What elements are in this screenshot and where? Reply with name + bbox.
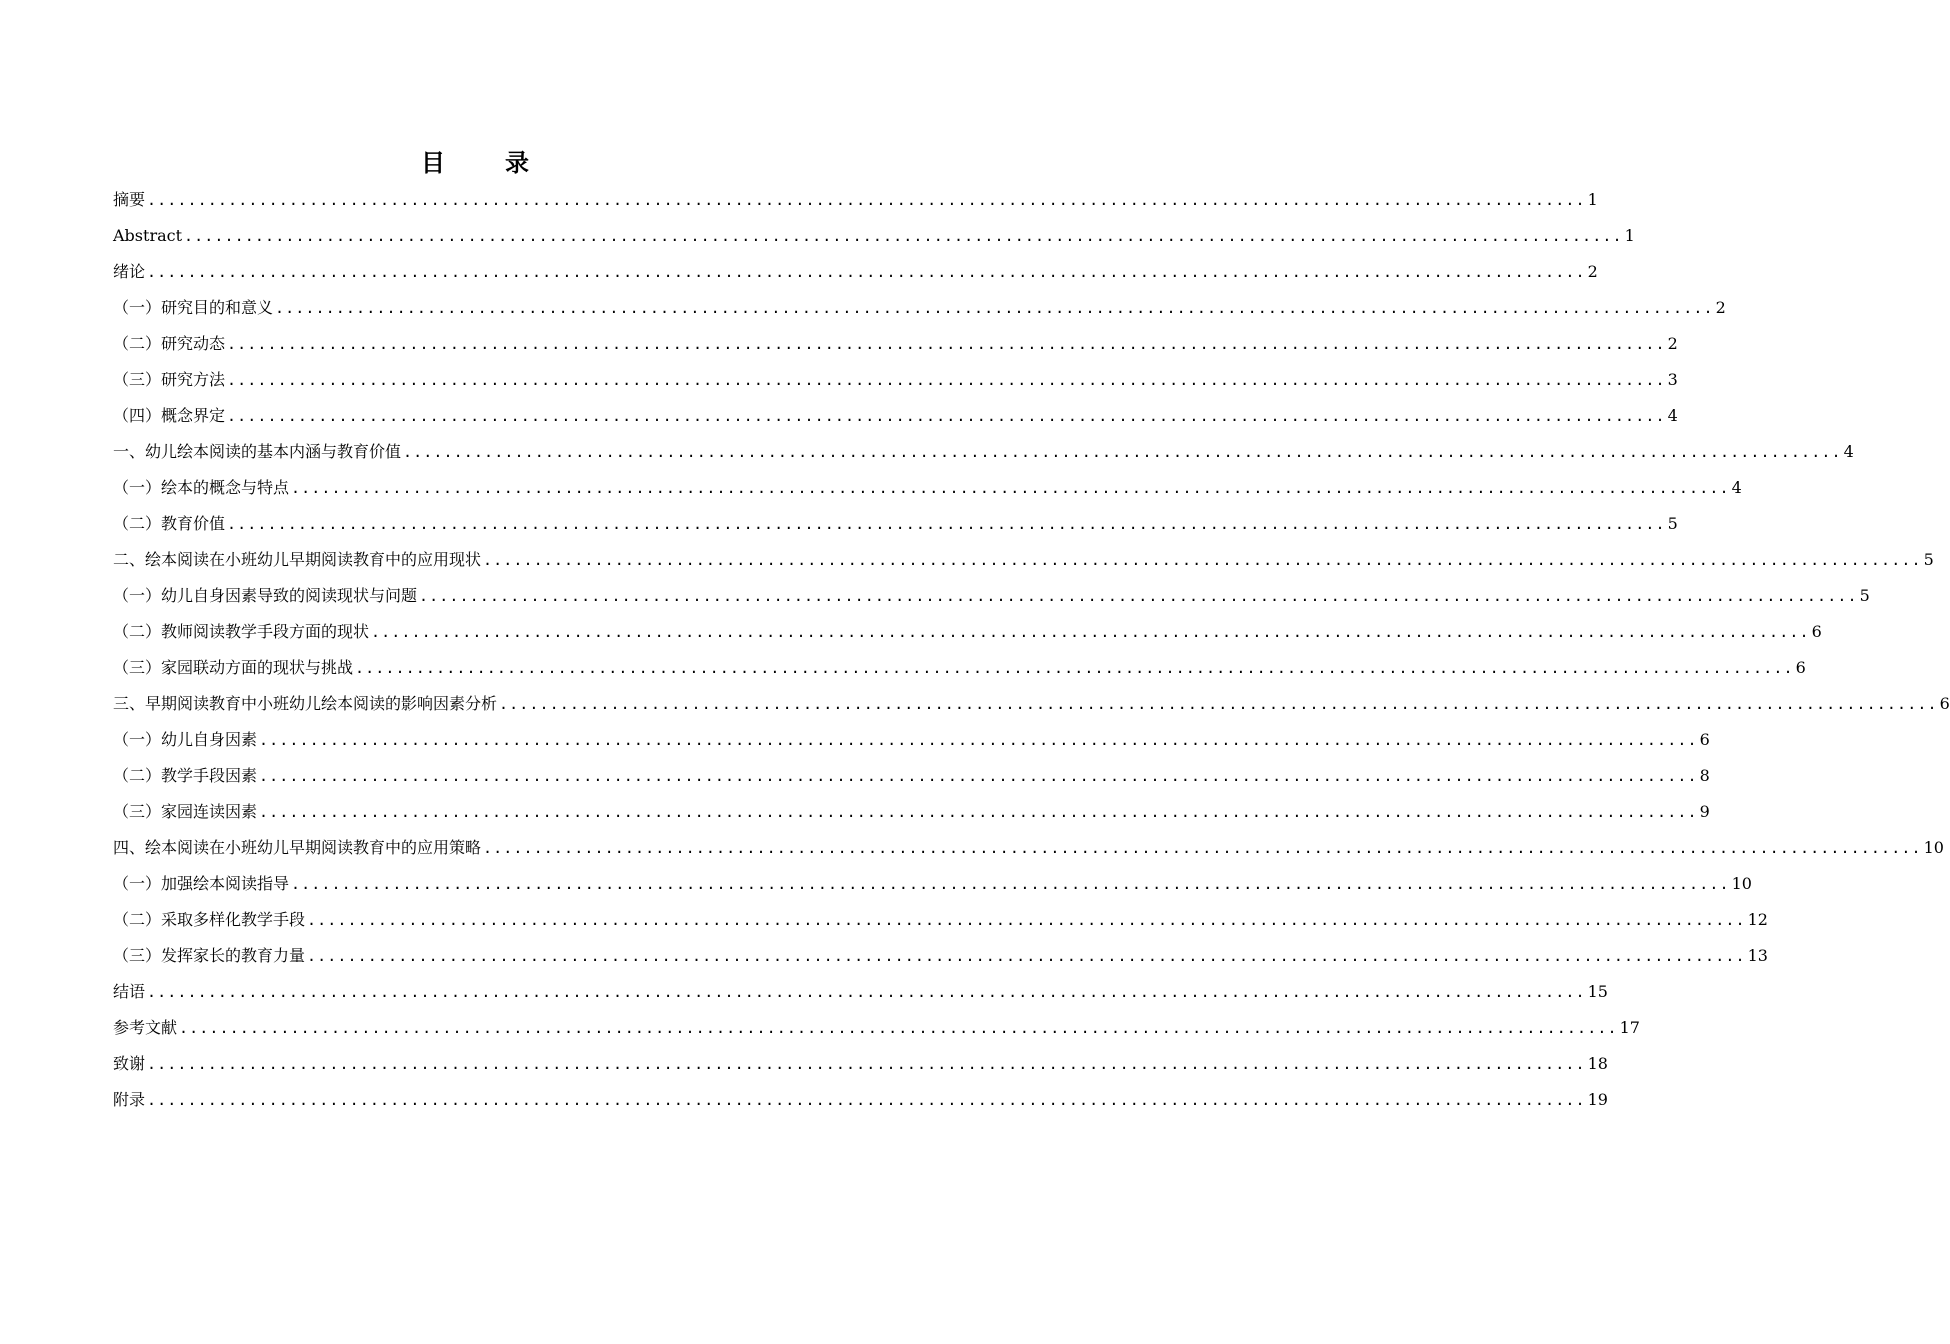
toc-entry[interactable] bbox=[113, 186, 1598, 222]
toc-entry[interactable] bbox=[113, 258, 1598, 294]
toc-entry[interactable] bbox=[113, 510, 1678, 546]
toc-entry[interactable] bbox=[113, 726, 1710, 762]
toc-page-number: 4 bbox=[1843, 442, 1854, 461]
toc-dot-leader: .............................................................................................................................................. bbox=[419, 587, 1858, 605]
toc-entry-label: （三）家园连读因素 bbox=[113, 802, 258, 821]
toc-entry-label: 致谢 bbox=[113, 1054, 146, 1073]
toc-entry-label: 附录 bbox=[113, 1090, 146, 1109]
toc-entry-label: 结语 bbox=[113, 982, 146, 1001]
toc-dot-leader: .............................................................................................................................................. bbox=[483, 839, 1922, 857]
toc-page-number: 10 bbox=[1923, 838, 1944, 857]
toc-entry[interactable] bbox=[113, 978, 1608, 1014]
toc-dot-leader: .............................................................................................................................................. bbox=[259, 767, 1698, 785]
toc-dot-leader: .............................................................................................................................................. bbox=[147, 191, 1586, 209]
toc-page-number: 6 bbox=[1795, 658, 1806, 677]
toc-page-number: 5 bbox=[1667, 514, 1678, 533]
toc-dot-leader: .............................................................................................................................................. bbox=[371, 623, 1810, 641]
toc-entry[interactable] bbox=[113, 1050, 1608, 1086]
toc-entry[interactable] bbox=[113, 222, 1635, 258]
toc-dot-leader: .............................................................................................................................................. bbox=[307, 911, 1746, 929]
toc-entry[interactable] bbox=[113, 1086, 1608, 1122]
toc-page-number: 5 bbox=[1923, 550, 1934, 569]
toc-entry-label: （四）概念界定 bbox=[113, 406, 226, 425]
toc-page-number: 1 bbox=[1624, 226, 1635, 245]
toc-entry-label: 二、绘本阅读在小班幼儿早期阅读教育中的应用现状 bbox=[113, 550, 482, 569]
toc-dot-leader: .............................................................................................................................................. bbox=[147, 983, 1586, 1001]
toc-page-number: 6 bbox=[1811, 622, 1822, 641]
toc-dot-leader: .............................................................................................................................................. bbox=[259, 803, 1698, 821]
toc-entry-label: （一）加强绘本阅读指导 bbox=[113, 874, 290, 893]
toc-dot-leader: .............................................................................................................................................. bbox=[227, 371, 1666, 389]
toc-entry-label: （三）研究方法 bbox=[113, 370, 226, 389]
toc-page-number: 4 bbox=[1731, 478, 1742, 497]
toc-entry[interactable] bbox=[113, 690, 1950, 726]
toc-page-number: 17 bbox=[1619, 1018, 1640, 1037]
toc-entry[interactable] bbox=[113, 942, 1768, 978]
toc-page-number: 1 bbox=[1587, 190, 1598, 209]
toc-entry[interactable] bbox=[113, 438, 1854, 474]
toc-entry-label: 一、幼儿绘本阅读的基本内涵与教育价值 bbox=[113, 442, 402, 461]
toc-dot-leader: .............................................................................................................................................. bbox=[291, 479, 1730, 497]
toc-dot-leader: .............................................................................................................................................. bbox=[275, 299, 1714, 317]
toc-entry-label: 三、早期阅读教育中小班幼儿绘本阅读的影响因素分析 bbox=[113, 694, 498, 713]
toc-entry[interactable] bbox=[113, 762, 1710, 798]
toc-entry[interactable] bbox=[113, 654, 1806, 690]
toc-entry[interactable] bbox=[113, 870, 1752, 906]
toc-entry[interactable] bbox=[113, 582, 1870, 618]
toc-dot-leader: .............................................................................................................................................. bbox=[184, 227, 1623, 245]
toc-entry-label: （三）发挥家长的教育力量 bbox=[113, 946, 306, 965]
toc-dot-leader: .............................................................................................................................................. bbox=[499, 695, 1938, 713]
toc-entry[interactable] bbox=[113, 1014, 1640, 1050]
toc-entry-label: Abstract bbox=[113, 226, 183, 245]
toc-dot-leader: .............................................................................................................................................. bbox=[403, 443, 1842, 461]
toc-entry-label: （二）教师阅读教学手段方面的现状 bbox=[113, 622, 370, 641]
toc-entry[interactable] bbox=[113, 330, 1678, 366]
toc-entry[interactable] bbox=[113, 366, 1678, 402]
toc-page-number: 3 bbox=[1667, 370, 1678, 389]
toc-page-number: 2 bbox=[1667, 334, 1678, 353]
toc-entry-label: （二）教育价值 bbox=[113, 514, 226, 533]
toc-entry-label: （二）研究动态 bbox=[113, 334, 226, 353]
toc-entry[interactable] bbox=[113, 402, 1678, 438]
toc-entry-label: （一）幼儿自身因素导致的阅读现状与问题 bbox=[113, 586, 418, 605]
toc-dot-leader: .............................................................................................................................................. bbox=[259, 731, 1698, 749]
toc-title: 目 录 bbox=[421, 149, 547, 177]
toc-entry-label: 参考文献 bbox=[113, 1018, 178, 1037]
toc-page-number: 12 bbox=[1747, 910, 1768, 929]
toc-page-number: 6 bbox=[1939, 694, 1950, 713]
toc-dot-leader: .............................................................................................................................................. bbox=[147, 263, 1586, 281]
toc-entry-label: 绪论 bbox=[113, 262, 146, 281]
toc-entry[interactable] bbox=[113, 294, 1726, 330]
toc-page-number: 4 bbox=[1667, 406, 1678, 425]
toc-entry-label: （一）幼儿自身因素 bbox=[113, 730, 258, 749]
toc-entry-label: （二）采取多样化教学手段 bbox=[113, 910, 306, 929]
toc-page-number: 15 bbox=[1587, 982, 1608, 1001]
toc-dot-leader: .............................................................................................................................................. bbox=[227, 515, 1666, 533]
toc-entry[interactable] bbox=[113, 474, 1742, 510]
toc-entry[interactable] bbox=[113, 546, 1934, 582]
toc-page-number: 2 bbox=[1587, 262, 1598, 281]
toc-page-number: 5 bbox=[1859, 586, 1870, 605]
toc-page-number: 9 bbox=[1699, 802, 1710, 821]
toc-dot-leader: .............................................................................................................................................. bbox=[227, 407, 1666, 425]
toc-entry-label: （三）家园联动方面的现状与挑战 bbox=[113, 658, 354, 677]
toc-dot-leader: .............................................................................................................................................. bbox=[147, 1055, 1586, 1073]
toc-dot-leader: .............................................................................................................................................. bbox=[291, 875, 1730, 893]
toc-entry-label: （二）教学手段因素 bbox=[113, 766, 258, 785]
toc-entry-label: （一）绘本的概念与特点 bbox=[113, 478, 290, 497]
toc-page-number: 8 bbox=[1699, 766, 1710, 785]
toc-dot-leader: .............................................................................................................................................. bbox=[483, 551, 1922, 569]
toc-page-number: 18 bbox=[1587, 1054, 1608, 1073]
toc-entry-label: （一）研究目的和意义 bbox=[113, 298, 274, 317]
toc-entry-label: 四、绘本阅读在小班幼儿早期阅读教育中的应用策略 bbox=[113, 838, 482, 857]
toc-entry-label: 摘要 bbox=[113, 190, 146, 209]
toc-dot-leader: .............................................................................................................................................. bbox=[227, 335, 1666, 353]
toc-page-number: 2 bbox=[1715, 298, 1726, 317]
toc-entry[interactable] bbox=[113, 834, 1944, 870]
toc-page-number: 19 bbox=[1587, 1090, 1608, 1109]
toc-dot-leader: .............................................................................................................................................. bbox=[179, 1019, 1618, 1037]
table-of-contents bbox=[113, 186, 1950, 1122]
toc-dot-leader: .............................................................................................................................................. bbox=[307, 947, 1746, 965]
toc-entry[interactable] bbox=[113, 906, 1768, 942]
toc-dot-leader: .............................................................................................................................................. bbox=[355, 659, 1794, 677]
toc-entry[interactable] bbox=[113, 618, 1822, 654]
toc-dot-leader: .............................................................................................................................................. bbox=[147, 1091, 1586, 1109]
toc-page-number: 10 bbox=[1731, 874, 1752, 893]
toc-page-number: 6 bbox=[1699, 730, 1710, 749]
toc-entry[interactable] bbox=[113, 798, 1710, 834]
toc-page-number: 13 bbox=[1747, 946, 1768, 965]
